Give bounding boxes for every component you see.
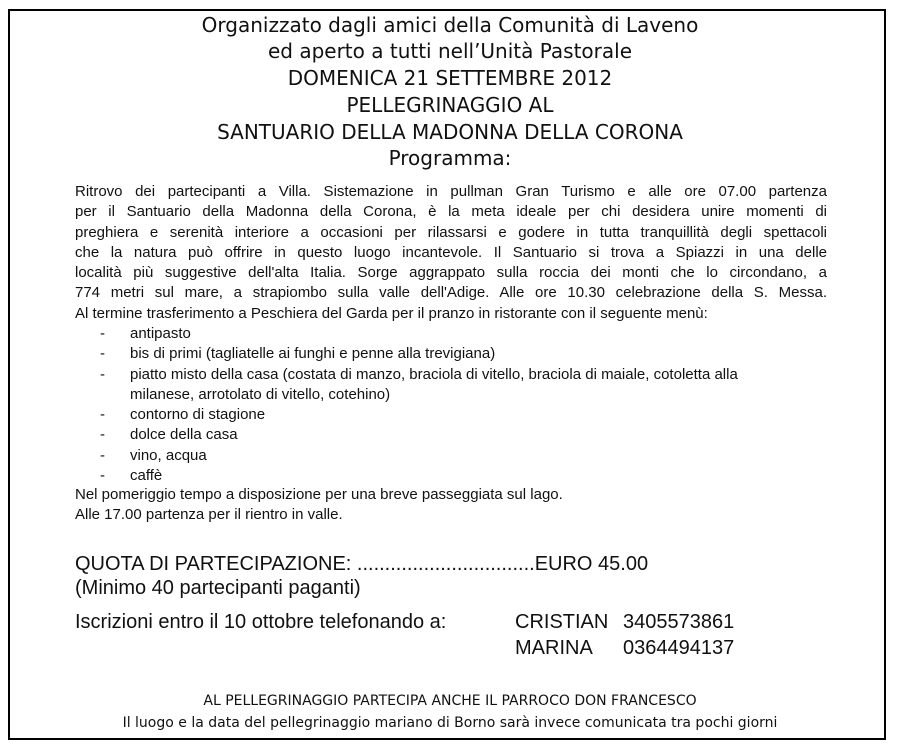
contact-phone-cristian: 3405573861: [623, 611, 735, 633]
header-organizer: Organizzato dagli amici della Comunità di Laveno: [201, 13, 699, 37]
menu-item: [100, 405, 840, 425]
menu-item-label: dolce della casa: [130, 426, 238, 444]
footer-borno-notice: Il luogo e la data del pellegrinaggio mariano di Borno sarà invece comunicata tra pochi giorni: [122, 715, 778, 731]
menu-item: [100, 446, 840, 466]
return-note: Alle 17.00 partenza per il rientro in valle.: [75, 506, 343, 523]
menu-item-label: antipasto: [130, 325, 191, 342]
registration-label: Iscrizioni entro il 10 ottobre telefonando a:: [75, 611, 447, 633]
menu-bullet: -: [100, 467, 105, 485]
afternoon-note: Nel pomeriggio tempo a disposizione per una breve passeggiata sul lago.: [75, 486, 563, 503]
menu-bullet: -: [100, 446, 105, 464]
fee-line: QUOTA DI PARTECIPAZIONE: ................................EURO 45.00: [75, 553, 649, 575]
menu-bullet: -: [100, 365, 105, 383]
program-paragraph: [75, 182, 827, 324]
menu-item: [100, 365, 840, 406]
contact-name-cristian: CRISTIAN: [515, 611, 609, 633]
paragraph-line: preghiera e serenità interiore a occasioni per rilassarsi e godere in tutta tranquillità degli spettacoli: [75, 223, 827, 241]
menu-item-label: piatto misto della casa (costata di manzo, braciola di vitello, braciola di maiale, cotoletta alla: [130, 365, 738, 383]
paragraph-line: per il Santuario della Madonna della Corona, è la meta ideale per chi desidera unire momenti di: [75, 203, 827, 221]
header-open-to-all: ed aperto a tutti nell’Unità Pastorale: [267, 39, 633, 63]
menu-bullet: -: [100, 345, 105, 363]
header-program: Programma:: [388, 146, 512, 170]
menu-list: [100, 324, 840, 486]
paragraph-line: 774 metri sul mare, a strapiombo sulla valle dell'Adige. Alle ore 10.30 celebrazione della S. Messa.: [75, 284, 827, 302]
menu-item-label: vino, acqua: [130, 446, 207, 464]
footer-parish-priest: AL PELLEGRINAGGIO PARTECIPA ANCHE IL PARROCO DON FRANCESCO: [203, 693, 697, 709]
menu-bullet: -: [100, 426, 105, 444]
menu-bullet: -: [100, 406, 105, 424]
menu-bullet: -: [100, 325, 105, 342]
contact-phone-marina: 0364494137: [623, 637, 735, 659]
menu-item-label: contorno di stagione: [130, 406, 266, 424]
menu-item-label: caffè: [130, 467, 163, 485]
header-sanctuary: SANTUARIO DELLA MADONNA DELLA CORONA: [217, 120, 683, 144]
paragraph-line: Ritrovo dei partecipanti a Villa. Sistemazione in pullman Gran Turismo e alle ore 07.00 partenza: [75, 183, 827, 200]
contact-name-marina: MARINA: [515, 637, 593, 659]
paragraph-line: che la natura può offrire in questo luogo incantevole. Il Santuario si trova a Spiazzi in una delle: [75, 243, 827, 261]
paragraph-line: località più suggestive dell'alta Italia. Sorge aggrappato sulla roccia dei monti che lo circondano, a: [75, 264, 827, 282]
menu-item: [100, 466, 840, 486]
menu-item: [100, 324, 840, 344]
paragraph-line: Al termine trasferimento a Peschiera del Garda per il pranzo in ristorante con il seguente menù:: [75, 304, 708, 322]
menu-item-label: bis di primi (tagliatelle ai funghi e penne alla trevigiana): [130, 345, 496, 363]
menu-item-continuation: milanese, arrotolato di vitello, cotehino): [130, 385, 391, 403]
menu-item: [100, 425, 840, 445]
menu-item: [100, 344, 840, 364]
header-date: DOMENICA 21 SETTEMBRE 2012: [287, 66, 613, 90]
fee-minimum: (Minimo 40 partecipanti paganti): [75, 577, 361, 599]
header-pilgrimage: PELLEGRINAGGIO AL: [346, 93, 554, 117]
